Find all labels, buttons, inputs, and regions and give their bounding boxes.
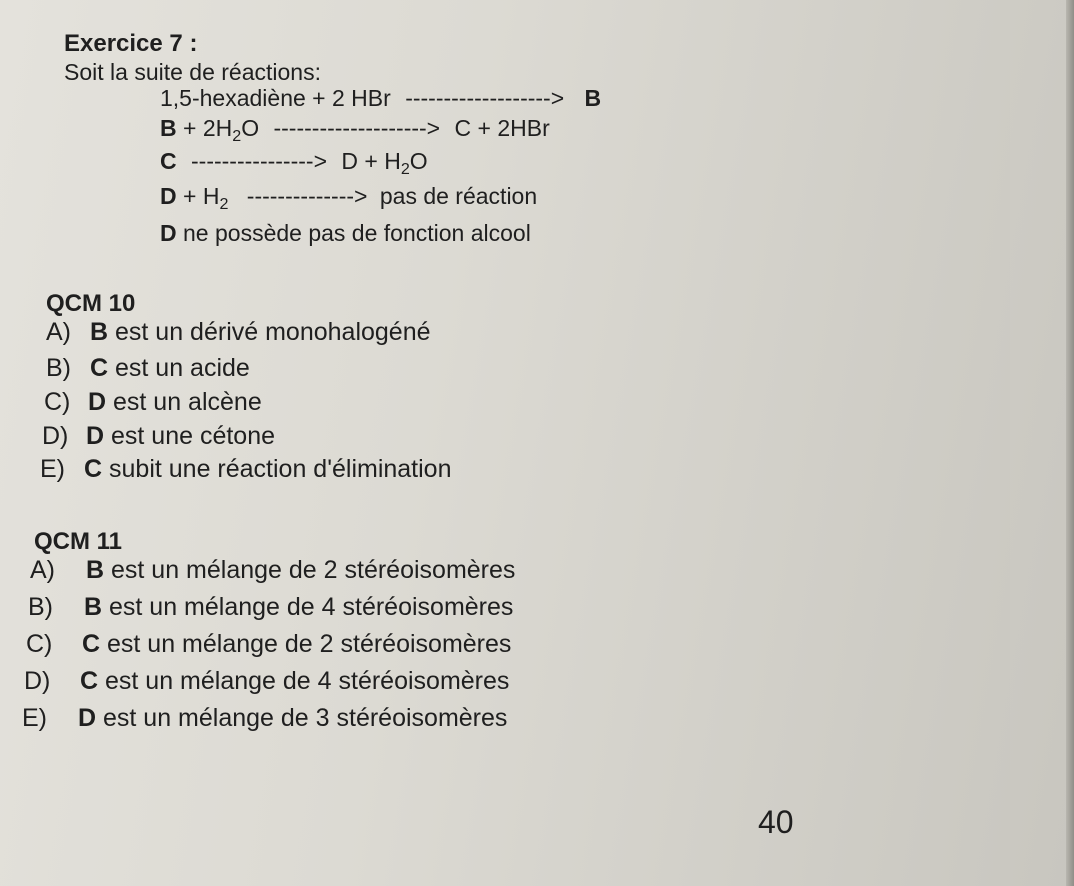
option-text: est un acide xyxy=(108,354,250,382)
reaction-1-arrow: -------------------> xyxy=(405,85,565,111)
page-edge xyxy=(1066,0,1074,886)
option-text: est un mélange de 4 stéréoisomères xyxy=(102,593,514,621)
qcm11-option-b[interactable] xyxy=(28,593,513,622)
exercise-note xyxy=(160,220,531,247)
reaction-4-result: pas de réaction xyxy=(379,183,538,209)
qcm10-option-d[interactable] xyxy=(42,422,275,451)
exercise-note-text: ne possède pas de fonction alcool xyxy=(176,220,531,246)
qcm11-option-c[interactable] xyxy=(26,630,511,659)
qcm11-title: QCM 11 xyxy=(34,528,123,555)
reaction-2-arrow: --------------------> xyxy=(273,115,441,141)
reaction-2-reagent-tail: O xyxy=(241,115,260,141)
reaction-4-reagent-sub: 2 xyxy=(219,194,229,213)
qcm11-option-d[interactable] xyxy=(24,667,509,696)
qcm10-option-c[interactable] xyxy=(44,388,262,417)
reaction-2 xyxy=(160,115,550,145)
option-letter: C) xyxy=(26,630,53,658)
reaction-4 xyxy=(160,183,538,213)
option-letter: A) xyxy=(46,318,71,346)
option-subject: C xyxy=(82,630,101,658)
reaction-3-reactant: C xyxy=(160,148,177,174)
page-number: 40 xyxy=(758,804,794,840)
qcm10-option-b[interactable] xyxy=(46,354,250,383)
option-letter: E) xyxy=(22,704,47,732)
option-subject: B xyxy=(90,318,109,346)
option-subject: D xyxy=(88,388,107,416)
option-subject: B xyxy=(86,556,105,584)
reaction-1 xyxy=(160,85,601,112)
qcm10-option-a[interactable] xyxy=(46,318,431,347)
option-letter: B) xyxy=(28,593,53,621)
option-subject: D xyxy=(86,422,105,450)
reaction-3-products: D + H xyxy=(341,148,401,174)
option-letter: D) xyxy=(42,422,69,450)
option-text: est un mélange de 4 stéréoisomères xyxy=(98,667,510,695)
qcm10-title: QCM 10 xyxy=(46,290,136,317)
option-text: est un dérivé monohalogéné xyxy=(108,318,431,346)
reaction-2-reagent-sub: 2 xyxy=(232,126,242,145)
reaction-3-products-sub: 2 xyxy=(400,159,410,178)
option-subject: C xyxy=(84,455,103,483)
option-text: est une cétone xyxy=(104,422,276,450)
qcm11-option-e[interactable] xyxy=(22,704,507,733)
exercise-note-subject: D xyxy=(160,220,177,246)
reaction-1-left: 1,5-hexadiène + 2 HBr xyxy=(160,85,391,111)
reaction-3 xyxy=(160,148,428,178)
reaction-2-reagent: + 2H xyxy=(176,115,233,141)
option-subject: C xyxy=(90,354,109,382)
option-text: est un mélange de 2 stéréoisomères xyxy=(100,630,512,658)
option-subject: C xyxy=(80,667,99,695)
reaction-4-reagent: + H xyxy=(176,183,220,209)
option-letter: D) xyxy=(24,667,51,695)
reaction-2-products: C + 2HBr xyxy=(454,115,550,141)
option-subject: D xyxy=(78,704,97,732)
reaction-3-arrow: ----------------> xyxy=(191,148,327,174)
qcm11-option-a[interactable] xyxy=(30,556,515,585)
option-text: subit une réaction d'élimination xyxy=(102,455,452,483)
reaction-2-reactant: B xyxy=(160,115,177,141)
option-subject: B xyxy=(84,593,103,621)
option-letter: C) xyxy=(44,388,71,416)
option-text: est un alcène xyxy=(106,388,262,416)
option-letter: B) xyxy=(46,354,71,382)
option-letter: A) xyxy=(30,556,55,584)
exercise-intro: Soit la suite de réactions: xyxy=(64,59,321,85)
option-text: est un mélange de 3 stéréoisomères xyxy=(96,704,508,732)
reaction-1-product: B xyxy=(584,85,602,111)
reaction-4-reactant: D xyxy=(160,183,177,209)
reaction-4-arrow: --------------> xyxy=(246,183,368,209)
option-text: est un mélange de 2 stéréoisomères xyxy=(104,556,516,584)
exercise-title: Exercice 7 : xyxy=(64,30,198,57)
qcm10-option-e[interactable] xyxy=(40,455,452,484)
reaction-3-products-tail: O xyxy=(409,148,428,174)
option-letter: E) xyxy=(40,455,65,483)
